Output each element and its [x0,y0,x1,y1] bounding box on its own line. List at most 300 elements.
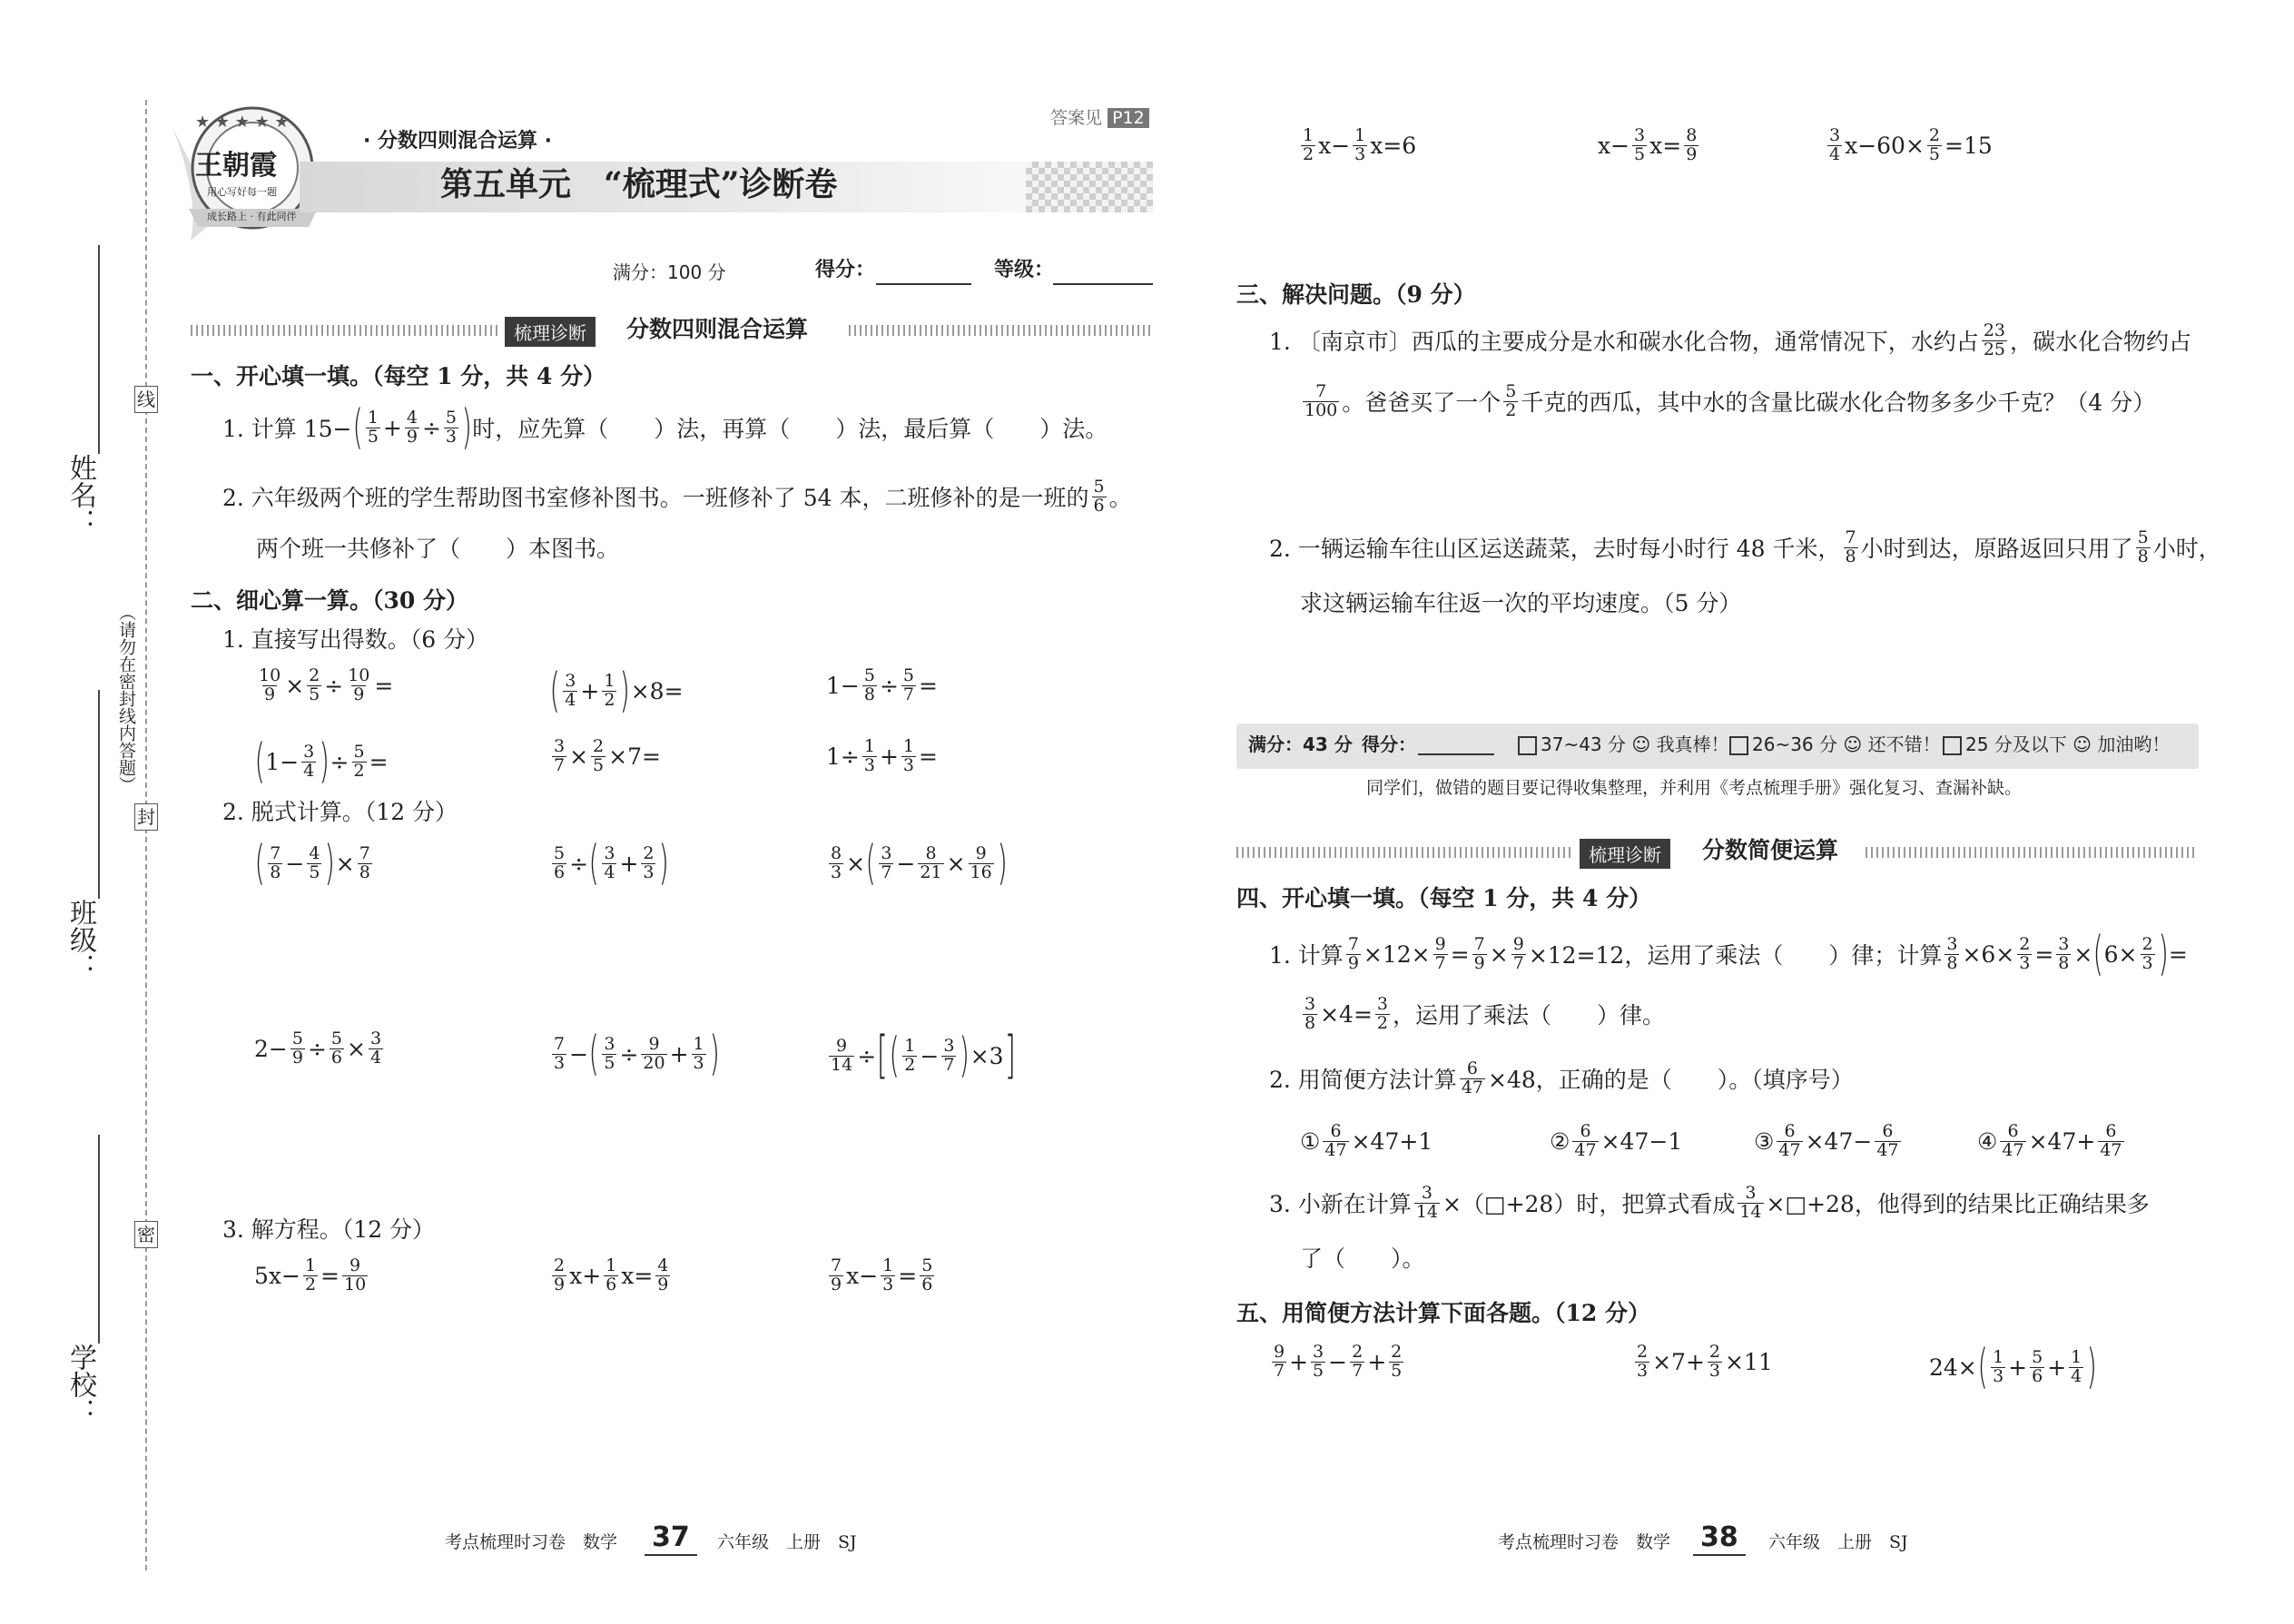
fraction [918,842,943,882]
word-problem-2 [1269,529,2221,566]
fraction-denominator: 5 [1391,1360,1403,1381]
fraction-denominator: 6 [2032,1365,2043,1386]
fraction-numerator: 7 [1347,933,1359,954]
fraction-numerator: 1 [605,1255,617,1275]
fraction-denominator: 9 [554,1274,566,1294]
expr-text: × [2073,940,2093,968]
fraction-numerator: 5 [554,842,566,863]
fraction-denominator: 14 [1415,1201,1438,1222]
fraction-denominator: 8 [1845,546,1856,566]
fraction [879,842,893,882]
expr-text: x= [1649,132,1682,159]
expr-text: = [919,743,938,770]
q2-sub-2: 2. 脱式计算。（12 分） [222,799,458,825]
left-footer-grade: 六年级 上册 SJ [717,1532,857,1552]
fraction-denominator: 9 [1686,143,1698,164]
reminder-text: 同学们，做错的题目要记得收集整理，并利用《考点梳理手册》强化复习、查漏补缺。 [1366,778,2023,798]
right-paren: ) [620,664,631,718]
fraction-numerator: 7 [831,1255,842,1275]
q1-heading: 一、开心填一填。（每空 1 分，共 4 分） [191,363,606,389]
checkbox-icon [1518,736,1537,755]
fraction [552,1033,566,1073]
right-bracket: ] [1004,1026,1016,1085]
fraction-denominator: 47 [2100,1139,2122,1160]
page-title: 第五单元 “梳理式”诊断卷 [440,165,838,203]
fraction-denominator: 8 [359,861,370,882]
fraction-denominator: 9 [1347,952,1359,973]
scorebar-option-3-text: 加油哟！ [2097,733,2171,755]
fraction [692,1033,706,1073]
fraction-numerator: 5 [353,741,365,762]
score-field[interactable] [876,283,971,285]
fraction-denominator: 3 [445,426,457,447]
fraction-numerator: 1 [1303,125,1314,145]
section-rule-right-2 [1866,847,2197,858]
section-tag-text: 梳理诊断 [505,317,596,347]
section-tag-2 [1580,839,1670,869]
stepwise-calc-6 [826,1026,1016,1085]
section-title: 分数四则混合运算 [626,316,809,342]
left-paren: ( [588,836,599,891]
fraction-numerator: 3 [943,1035,955,1056]
fraction [1375,996,1390,1033]
fraction-denominator: 3 [1708,1360,1720,1381]
fraction-numerator: 3 [604,1033,615,1054]
q2-heading: 二、细心算一算。（30 分） [191,587,468,614]
fraction-denominator: 25 [1983,339,2005,359]
fraction [1460,1060,1485,1097]
fraction-numerator: 23 [1983,320,2005,340]
fraction [1632,127,1647,164]
scorebar-option-2-range: 26~36 分 [1752,733,1838,755]
fraction [552,738,566,775]
expr-text: × [335,850,355,877]
fraction-numerator: 2 [2019,933,2031,954]
fraction-denominator: 9 [291,1047,303,1068]
fraction [602,670,616,710]
fraction-numerator: 1 [367,407,379,428]
fraction-numerator: 3 [1946,933,1958,954]
left-paren: ( [254,734,265,789]
expr-text: 。爸爸买了一个 [1342,389,1501,417]
fraction-denominator: 3 [643,861,655,882]
left-paren: ( [865,836,876,891]
expr-text: + [1289,1348,1309,1375]
equation-1 [254,1257,370,1294]
expr-text: × [347,1035,366,1062]
fraction-denominator: 2 [353,760,365,781]
expr-text: ×3 [970,1042,1004,1069]
fraction-numerator: 1 [863,736,875,756]
expr-text: 小时， [2152,536,2221,563]
expr-text: + [2008,1353,2028,1381]
expr-text: = [320,1262,340,1289]
right-paren: ) [461,400,472,455]
fraction-numerator: 6 [1330,1121,1342,1141]
expr-text: = [374,672,394,699]
fraction [2056,933,2071,973]
expr-text: = [1450,940,1470,968]
fraction-denominator: 3 [902,754,914,775]
fraction-denominator: 3 [1354,143,1366,164]
stepwise-calc-3 [826,836,1008,891]
school-label: 学校： [64,1343,96,1425]
expr-text: 1÷ [826,743,860,770]
fraction-numerator: 8 [925,842,937,863]
fraction-denominator: 5 [1313,1360,1324,1381]
name-field[interactable] [98,245,100,454]
equation-6 [1825,127,1993,164]
answer-ref [1050,108,1149,129]
expr-text: ×47− [1805,1127,1873,1155]
fraction [444,409,458,447]
q1-item-1 [222,400,1108,455]
fraction-numerator: 9 [1274,1342,1285,1362]
expr-text: 千克的西瓜，其中水的含量比碳水化合物多多少千克？（4 分） [1521,389,2156,417]
direct-calc-5 [549,738,661,775]
fraction [352,743,367,781]
expr-text: ÷ [879,672,899,699]
expr-text: 2− [254,1035,288,1062]
q1-item-2-cont: 两个班一共修补了（ ）本图书。 [256,536,620,562]
right-paren: ) [997,836,1008,891]
fraction-numerator: 4 [657,1255,669,1275]
answer-ref-label: 答案见 [1050,108,1103,128]
fraction-denominator: 3 [693,1052,704,1073]
expr-text: ÷ [330,748,350,775]
expr-text: − [285,850,305,877]
expr-text: x+ [569,1262,602,1289]
expr-text: × [846,850,866,877]
fraction-denominator: 2 [1505,399,1517,420]
grade-field[interactable] [1053,283,1153,285]
fraction-numerator: 2 [1928,125,1940,145]
fraction-denominator: 4 [2071,1365,2082,1386]
fraction-numerator: 9 [1434,933,1446,954]
fraction-numerator: 9 [836,1035,848,1056]
fraction-denominator: 3 [554,1052,566,1073]
scorebar-option-2-text: 还不错！ [1867,733,1941,755]
banner-checker [1026,162,1153,212]
fraction-numerator: 5 [2032,1346,2043,1367]
expr-text: + [382,414,402,441]
fraction [552,1257,566,1294]
fraction [366,409,380,447]
fraction [552,842,566,882]
right-paren: ) [325,836,336,891]
fraction-numerator: 9 [350,1255,361,1275]
scorebar-option-1[interactable]: 37~43 分 ☺ 我真棒！ [1518,733,1729,755]
fraction [1684,127,1698,164]
fraction [1777,1123,1802,1160]
expr-text: × [285,672,305,699]
expr-text: + [879,743,899,770]
expr-text: x− [846,1262,879,1289]
class-label: 班级： [64,899,96,980]
fraction-numerator: 3 [303,741,315,762]
expr-text: × [946,850,966,877]
fraction-denominator: 5 [309,861,320,882]
fraction [602,842,616,882]
fraction [829,842,843,882]
expr-text: + [2047,1353,2067,1381]
fraction-numerator: 1 [882,1255,894,1275]
expr-text: ，运用了乘法（ ）律。 [1393,1002,1666,1029]
fraction-denominator: 6 [330,1047,342,1068]
expr-text: ④ [1977,1127,1998,1155]
expr-text: × [1489,940,1509,968]
fraction [1350,1343,1364,1381]
class-field[interactable] [98,690,100,899]
fraction-denominator: 7 [881,861,892,882]
seal-mark-mid: 封 [134,803,158,831]
fraction [1927,127,1942,164]
fraction-numerator: 3 [1376,994,1388,1014]
brand-logo-band: 成长路上 · 有此同伴 [207,211,297,222]
expr-text: + [619,850,639,877]
fraction-numerator: 9 [648,1033,660,1054]
expr-text: 1. 〔南京市〕西瓜的主要成分是水和碳水化合物，通常情况下，水约占 [1269,329,1979,356]
expr-text: 2. 六年级两个班的学生帮助图书室修补图书。一班修补了 54 本，二班修补的是一班的 [222,485,1089,512]
fraction [881,1257,895,1294]
fraction-numerator: 10 [348,665,370,685]
fraction [829,1257,843,1294]
expr-text: = [898,1262,918,1289]
left-footer-book: 考点梳理时习卷 数学 [445,1532,618,1552]
fraction [902,1035,917,1075]
fraction-numerator: 7 [359,842,370,863]
svg-text:★ ★ ★ ★ ★: ★ ★ ★ ★ ★ [195,113,290,132]
fraction-numerator: 2 [1352,1342,1364,1362]
fraction-numerator: 6 [2007,1121,2019,1141]
expr-text: − [1328,1348,1348,1375]
fraction [1635,1343,1649,1381]
expr-text: ÷ [307,1035,327,1062]
expr-text: ×6× [1962,940,2015,968]
fraction [1827,127,1842,164]
scorebar-option-2[interactable]: 26~36 分 ☺ 还不错！ [1729,733,1941,755]
expr-text: x=6 [1370,132,1417,159]
fraction-denominator: 47 [1324,1139,1347,1160]
fraction [602,1033,616,1073]
fraction [2017,933,2032,973]
simplify-calc-1 [1269,1343,1406,1381]
right-paren: ) [319,734,330,789]
stepwise-calc-2 [549,836,670,891]
fraction-numerator: 3 [369,1029,382,1048]
fraction [2136,529,2151,566]
seal-mark-top: 线 [134,386,158,413]
scorebar-option-3[interactable]: 25 分及以下 ☺ 加油哟！ [1943,733,2170,755]
right-footer-grade: 六年级 上册 SJ [1768,1532,1908,1552]
brand-logo-name: 王朝霞 [195,150,277,182]
fraction-denominator: 4 [303,760,315,781]
option-2 [1550,1123,1682,1160]
expr-text: 1− [265,748,300,775]
expr-text: ÷ [324,672,344,699]
fraction [901,738,916,775]
name-label: 姓名： [64,454,96,536]
expr-text: ×8= [630,677,684,704]
stepwise-calc-4 [254,1030,386,1068]
expr-text: ×47+ [2028,1127,2096,1155]
fraction-numerator: 1 [904,1035,916,1056]
fraction-numerator: 2 [1637,1342,1649,1362]
fraction-numerator: 7 [554,1033,566,1054]
fraction-numerator: 10 [259,665,281,685]
fraction-denominator: 3 [863,754,875,775]
fraction-denominator: 7 [1352,1360,1364,1381]
fraction [369,1030,383,1068]
fraction-numerator: 4 [309,842,320,863]
fraction [641,1033,666,1073]
right-paren: ) [960,1029,970,1083]
q2-sub-3: 3. 解方程。（12 分） [222,1216,436,1243]
fraction [1875,1123,1900,1160]
scorebar-score-field[interactable] [1418,753,1494,755]
left-paren: ( [2092,927,2104,981]
section-title-2: 分数简便运算 [1702,837,1839,863]
section-tag [505,317,596,347]
fraction-denominator: 100 [1305,399,1338,420]
expr-text: = [2034,940,2054,968]
fraction-denominator: 3 [882,1274,894,1294]
left-page-number: 37 [645,1521,697,1556]
fraction-numerator: 8 [831,842,842,863]
fraction-numerator: 3 [1305,994,1316,1014]
expr-text: + [669,1040,689,1068]
fraction-numerator: 9 [975,842,987,863]
unit-subtitle: · 分数四则混合运算 · [363,130,553,153]
fraction-denominator: 6 [554,861,566,882]
fraction-denominator: 7 [902,684,914,704]
fraction [342,1257,368,1294]
fraction-denominator: 3 [2019,952,2031,973]
fraction [2000,1123,2025,1160]
q4-heading: 四、开心填一填。（每空 1 分，共 4 分） [1236,885,1652,911]
expr-text: 时，应先算（ ）法，再算（ ）法，最后算（ ）法。 [472,416,1108,442]
fraction-denominator: 3 [1993,1365,2004,1386]
fraction-numerator: 7 [1473,933,1485,954]
expr-text: ×48，正确的是（ ）。（填序号） [1488,1067,1854,1094]
scorebar-option-1-range: 37~43 分 [1541,733,1627,755]
expr-text: + [1367,1348,1387,1375]
expr-text: 。 [1108,485,1132,512]
stepwise-calc-1 [254,836,375,891]
full-score: 满分：100 分 [613,261,726,283]
expr-text: ÷ [421,414,441,441]
fraction-numerator: 7 [1845,527,1856,547]
fraction-denominator: 5 [367,426,379,447]
q4-item-2 [1269,1060,1854,1097]
fraction [1272,1343,1286,1381]
expr-text: x−60× [1845,132,1925,159]
right-paren: ) [659,836,670,891]
fraction-denominator: 9 [353,684,365,704]
score-label: 得分： [815,259,876,281]
fraction-numerator: 2 [593,736,605,756]
fraction-numerator: 9 [1512,933,1524,954]
fraction-numerator: 2 [2141,933,2153,954]
fraction [257,667,282,704]
right-page-number: 38 [1693,1521,1746,1556]
expr-text: 1. 计算 15− [222,416,352,442]
fraction-denominator: 8 [270,861,281,882]
fraction-denominator: 2 [604,689,615,710]
fraction [1982,322,2007,359]
fraction-numerator: 2 [643,842,655,863]
fraction-numerator: 3 [1829,125,1841,145]
section-tag-2-text: 梳理诊断 [1580,839,1670,869]
fraction-denominator: 5 [593,754,605,775]
fraction-numerator: 2 [309,665,320,685]
left-paren: ( [588,1027,599,1081]
fraction-numerator: 3 [881,842,892,863]
fraction-numerator: 2 [1708,1342,1720,1362]
fraction [2098,1123,2123,1160]
school-field[interactable] [98,1135,100,1343]
fraction-numerator: 1 [693,1033,704,1054]
q3-heading: 三、解决问题。（9 分） [1236,281,1476,308]
expr-text: ÷ [569,850,589,877]
fraction-numerator: 3 [1745,1183,1757,1203]
fraction [346,667,371,704]
expr-text: ÷ [619,1040,639,1068]
expr-text: = [919,672,938,699]
fraction-denominator: 6 [1093,495,1105,516]
fraction-denominator: 5 [604,1052,615,1073]
expr-text: ② [1550,1127,1570,1155]
fraction [1353,127,1367,164]
fraction-numerator: 1 [304,1255,317,1275]
fraction [2069,1346,2083,1386]
fraction [330,1030,344,1068]
expr-text: ×7+ [1652,1348,1705,1375]
fraction-denominator: 3 [1637,1360,1649,1381]
brand-logo-motto: 用心写好每一题 [207,186,277,198]
fraction-numerator: 2 [1391,1342,1403,1362]
expr-text: 5x− [254,1262,300,1289]
fraction-numerator: 5 [1505,381,1517,401]
q4-item-1 [1269,927,2188,981]
fraction-denominator: 9 [657,1274,669,1294]
fraction [405,409,419,447]
left-bracket: [ [877,1026,889,1085]
fraction-numerator: 7 [270,842,281,863]
fraction [829,1035,854,1075]
direct-calc-6 [826,738,938,775]
fraction [862,667,877,704]
fraction [1844,529,1858,566]
fraction-denominator: 8 [863,684,875,704]
fraction-denominator: 9 [406,426,418,447]
q4-item-1-cont [1300,996,1665,1033]
seal-mark-bottom: 密 [134,1221,158,1248]
fraction [1323,1123,1348,1160]
fraction [1303,996,1317,1033]
option-1 [1300,1123,1433,1160]
word-problem-1-cont [1300,383,2155,420]
checkbox-icon [1943,736,1962,755]
fraction-denominator: 9 [831,1274,842,1294]
fraction-numerator: 3 [1634,125,1646,145]
section-rule-left-2 [1236,847,1572,858]
fraction-denominator: 4 [604,861,615,882]
fraction [941,1035,956,1075]
expr-text: ×4= [1320,1000,1373,1028]
fraction-denominator: 8 [1946,952,1958,973]
expr-text: x− [1598,132,1630,159]
